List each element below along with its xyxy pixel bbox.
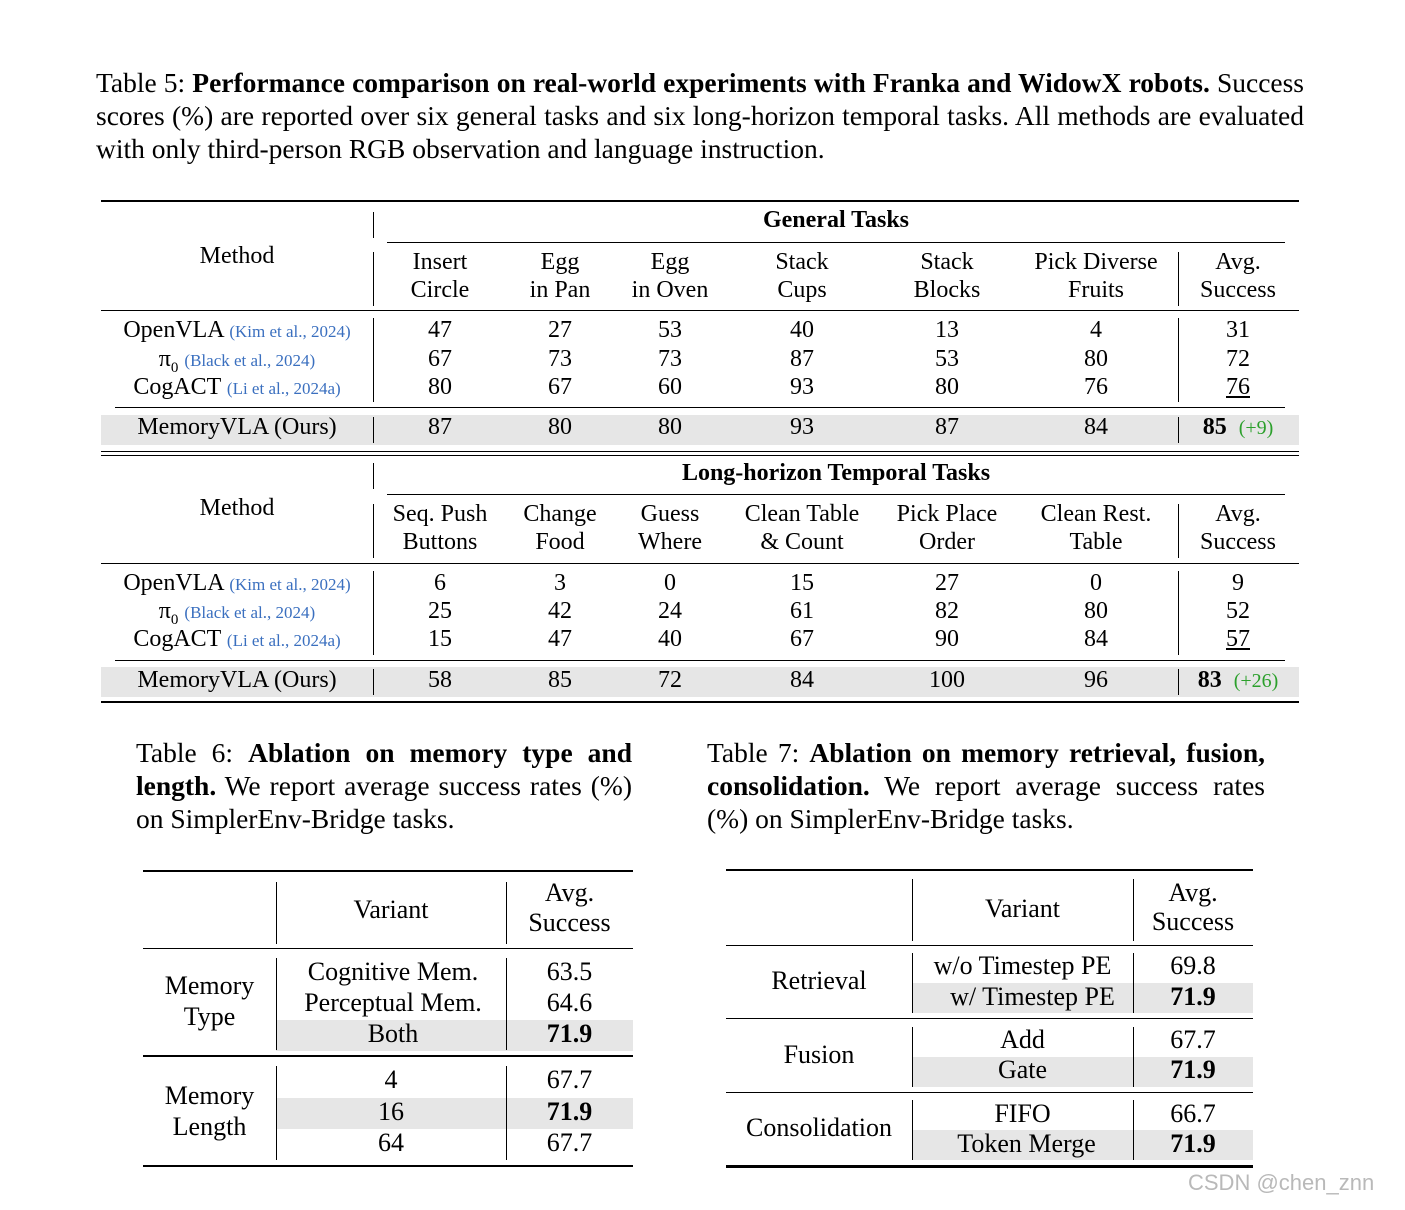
value-cell: 69.8 [1170, 951, 1216, 980]
score-cell: 24 [658, 598, 682, 624]
score-cell: 67 [548, 374, 572, 400]
value-cell-best: 71.9 [546, 1019, 593, 1048]
score-cell-ours: 96 [1084, 667, 1108, 693]
table6 [143, 870, 633, 1170]
col-header: Stack Cups [775, 249, 829, 303]
gain-badge: (+9) [1238, 417, 1274, 439]
score-cell-ours: 72 [658, 667, 682, 693]
score-cell-ours: 100 [929, 667, 965, 693]
avg-success-best: 85 [1202, 414, 1227, 440]
avg-success-cell: 52 [1226, 598, 1250, 624]
col-header: Avg. Success [1200, 501, 1276, 555]
score-cell-ours: 87 [428, 414, 452, 440]
method-cell: OpenVLA (Kim et al., 2024) [123, 570, 351, 596]
score-cell: 0 [1090, 570, 1102, 596]
table5-label: Table 5: [96, 67, 186, 98]
method-header: Method [199, 495, 275, 521]
long-tasks-header: Long-horizon Temporal Tasks [681, 460, 991, 486]
score-cell: 6 [434, 570, 446, 596]
col-header: Seq. Push Buttons [392, 501, 488, 555]
score-cell: 4 [1090, 317, 1102, 343]
avg-success-best-cell [1178, 413, 1298, 442]
table7-description: We report average success rates (%) on SimplerEnv-Bridge tasks. [707, 770, 1265, 834]
group-consolidation: Consolidation [746, 1113, 892, 1142]
score-cell: 67 [790, 626, 814, 652]
col-header: Avg. Success [1200, 249, 1276, 303]
value-cell: 66.7 [1170, 1099, 1216, 1128]
method-cell: CogACT (Li et al., 2024a) [133, 374, 341, 400]
score-cell: 15 [428, 626, 452, 652]
score-cell: 40 [790, 317, 814, 343]
score-cell: 80 [1084, 346, 1108, 372]
col-header: Clean Table & Count [744, 501, 860, 555]
table6-caption [136, 736, 632, 835]
score-cell: 42 [548, 598, 572, 624]
score-cell-ours: 80 [658, 414, 682, 440]
variant-cell: 64 [378, 1128, 404, 1157]
table7-label: Table 7: [707, 737, 800, 768]
col-header: Guess Where [638, 501, 702, 555]
score-cell-ours: 85 [548, 667, 572, 693]
avg-success-cell: 31 [1226, 317, 1250, 343]
table6-description: We report average success rates (%) on SimplerEnv-Bridge tasks. [136, 770, 632, 834]
score-cell-ours: 80 [548, 414, 572, 440]
score-cell-ours: 84 [1084, 414, 1108, 440]
table7-title: Ablation on memory retrieval, fusion, consolidation. [707, 737, 1266, 801]
avg-success-header: Avg. Success [1151, 878, 1235, 936]
score-cell: 27 [935, 570, 959, 596]
method-header: Method [199, 243, 275, 269]
score-cell: 3 [554, 570, 566, 596]
gain-badge: (+26) [1233, 670, 1279, 692]
table5 [101, 200, 1299, 704]
variant-cell: w/o Timestep PE [933, 951, 1112, 980]
variant-cell: 16 [378, 1097, 404, 1126]
table6-title: Ablation on memory type and length. [136, 737, 633, 801]
avg-success-header: Avg. Success [528, 878, 611, 937]
table6-label: Table 6: [136, 737, 234, 768]
score-cell: 87 [790, 346, 814, 372]
pi-symbol: $\pi_0$ [158, 346, 179, 376]
method-cell: OpenVLA (Kim et al., 2024) [123, 317, 351, 343]
group-fusion: Fusion [783, 1040, 855, 1069]
score-cell: 80 [935, 374, 959, 400]
variant-cell: Add [1000, 1025, 1045, 1054]
avg-success-cell: 57 [1226, 626, 1250, 652]
value-cell: 64.6 [546, 988, 593, 1017]
variant-header: Variant [984, 894, 1061, 923]
method-cell: $\pi_0$ (Black et al., 2024) [158, 598, 316, 628]
score-cell: 13 [935, 317, 959, 343]
col-header: Egg in Pan [529, 249, 591, 303]
score-cell: 80 [1084, 598, 1108, 624]
value-cell: 63.5 [546, 957, 593, 986]
score-cell: 93 [790, 374, 814, 400]
variant-cell: Perceptual Mem. [304, 988, 482, 1017]
value-cell: 67.7 [1170, 1025, 1216, 1054]
value-cell-best: 71.9 [1170, 982, 1216, 1011]
variant-header: Variant [353, 895, 429, 924]
variant-cell: Token Merge [957, 1129, 1096, 1158]
variant-cell: FIFO [994, 1099, 1051, 1128]
table5-title: Performance comparison on real-world experiments with Franka and WidowX robots. [192, 67, 1210, 98]
value-cell-best: 71.9 [1170, 1055, 1216, 1084]
score-cell: 73 [658, 346, 682, 372]
watermark: CSDN @chen_znn [1188, 1170, 1375, 1195]
value-cell: 67.7 [546, 1065, 593, 1094]
score-cell: 25 [428, 598, 452, 624]
score-cell: 84 [1084, 626, 1108, 652]
score-cell: 90 [935, 626, 959, 652]
col-header: Stack Blocks [913, 249, 981, 303]
avg-success-best: 83 [1197, 667, 1222, 693]
avg-success-cell: 9 [1232, 570, 1244, 596]
score-cell: 47 [428, 317, 452, 343]
score-cell-ours: 58 [428, 667, 452, 693]
score-cell: 60 [658, 374, 682, 400]
variant-cell: 4 [384, 1065, 398, 1094]
score-cell: 61 [790, 598, 814, 624]
table5-description: Success scores (%) are reported over six general tasks and six long-horizon temporal tasks. All methods are evaluated with only third-person RGB observation and language instruction. [96, 67, 1305, 164]
score-cell: 53 [935, 346, 959, 372]
avg-success-cell: 76 [1226, 374, 1250, 400]
pi-symbol: $\pi_0$ [158, 598, 179, 628]
method-cell: $\pi_0$ (Black et al., 2024) [158, 346, 316, 376]
score-cell: 82 [935, 598, 959, 624]
score-cell: 76 [1084, 374, 1108, 400]
method-cell: CogACT (Li et al., 2024a) [133, 626, 341, 652]
score-cell: 67 [428, 346, 452, 372]
method-cell-ours: MemoryVLA (Ours) [137, 667, 337, 693]
score-cell: 0 [664, 570, 676, 596]
col-header: Insert Circle [410, 249, 470, 303]
score-cell: 27 [548, 317, 572, 343]
score-cell: 40 [658, 626, 682, 652]
score-cell-ours: 93 [790, 414, 814, 440]
table5-caption [96, 66, 1304, 165]
score-cell-ours: 84 [790, 667, 814, 693]
value-cell-best: 71.9 [546, 1097, 593, 1126]
score-cell-ours: 87 [935, 414, 959, 440]
col-header: Pick Diverse Fruits [1034, 249, 1158, 303]
general-tasks-header: General Tasks [762, 207, 910, 233]
score-cell: 15 [790, 570, 814, 596]
variant-cell: Both [367, 1019, 419, 1048]
variant-cell: Gate [997, 1055, 1048, 1084]
group-retrieval: Retrieval [771, 966, 867, 995]
variant-cell: w/ Timestep PE [950, 982, 1115, 1011]
method-cell-ours: MemoryVLA (Ours) [137, 414, 337, 440]
avg-success-cell: 72 [1226, 346, 1250, 372]
col-header: Egg in Oven [631, 249, 709, 303]
score-cell: 73 [548, 346, 572, 372]
table7 [726, 869, 1253, 1171]
group-memory-length: Memory Length [164, 1081, 255, 1141]
variant-cell: Cognitive Mem. [307, 957, 479, 986]
col-header: Pick Place Order [896, 501, 998, 555]
value-cell: 67.7 [546, 1128, 593, 1157]
table7-caption [707, 736, 1265, 835]
score-cell: 53 [658, 317, 682, 343]
score-cell: 80 [428, 374, 452, 400]
avg-success-best-cell [1178, 666, 1298, 695]
col-header: Clean Rest. Table [1040, 501, 1152, 555]
col-header: Change Food [523, 501, 597, 555]
value-cell-best: 71.9 [1170, 1129, 1216, 1158]
group-memory-type: Memory Type [164, 971, 255, 1031]
score-cell: 47 [548, 626, 572, 652]
